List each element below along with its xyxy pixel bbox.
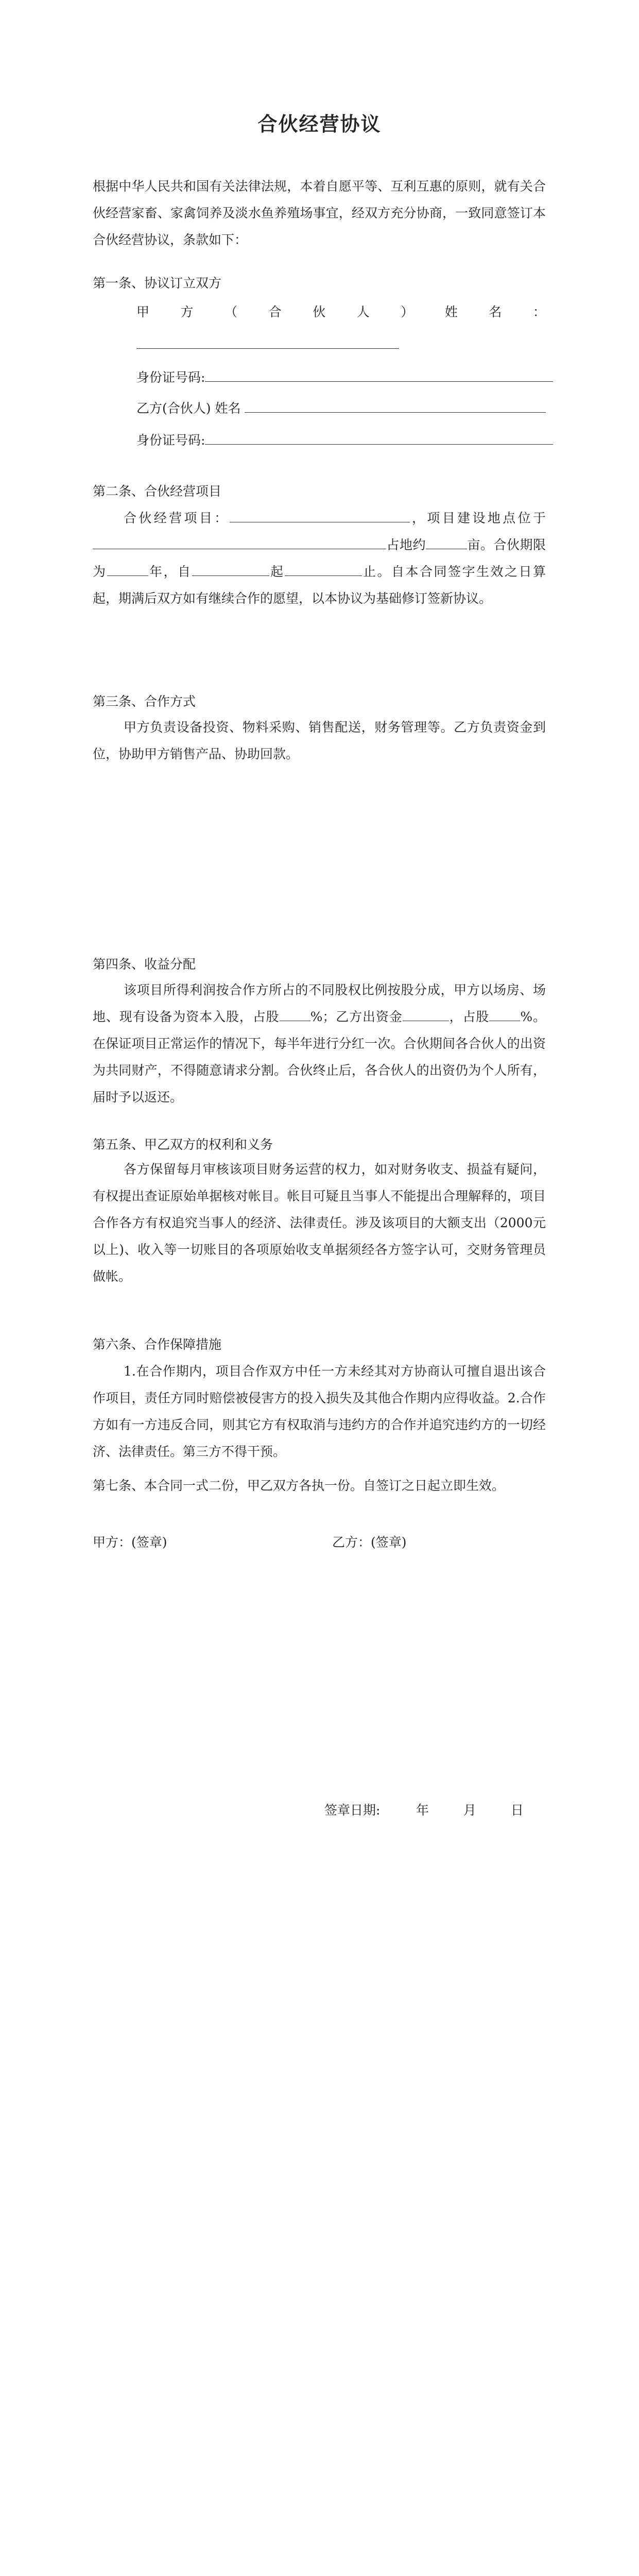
party-a-char: ： <box>532 304 546 319</box>
article3-heading: 第三条、合作方式 <box>93 694 196 709</box>
party-a-name-row <box>136 302 546 323</box>
article4-text: %；乙方出资金 <box>310 1009 403 1024</box>
party-a-char: （ <box>224 304 238 319</box>
article4-text: 该项目所得利润按合作方所占的不同股权比例按股分成，甲方以场房、场地、现有设备为资本入股，占股 <box>93 982 546 1024</box>
start-date-field[interactable] <box>192 560 269 576</box>
article2-text: 占地约 <box>386 537 426 552</box>
article2-text: 起 <box>269 564 285 579</box>
article5-heading: 第五条、甲乙双方的权利和义务 <box>93 1137 273 1152</box>
preamble: 根据中华人民共和国有关法律法规，本着自愿平等、互利互惠的原则，就有关合伙经营家畜、家禽饲养及淡水鱼养殖场事宜，经双方充分协商，一致同意签订本合伙经营协议，条款如下： <box>93 179 546 247</box>
area-field[interactable] <box>426 533 467 549</box>
party-b-id-field[interactable] <box>205 429 553 445</box>
article1-heading: 第一条、协议订立双方 <box>93 276 222 291</box>
date-day: 日 <box>510 1803 524 1818</box>
project-name-field[interactable] <box>230 506 410 522</box>
party-b-name-label: 乙方(合伙人) 姓名 <box>136 401 241 416</box>
party-a-name-field[interactable] <box>136 333 399 355</box>
article6-heading: 第六条、合作保障措施 <box>93 1337 222 1352</box>
date-month: 月 <box>463 1803 476 1818</box>
article6-body: 1.在合作期内，项目合作双方中任一方未经其对方协商认可擅自退出该合作项目，责任方同时赔偿被侵害方的投入损失及其他合作期内应得收益。2.合作方如有一方违反合同，则其它方有权取消与违约方的合作并追究违约方的一切经济、法律责任。第三方不得干预。 <box>93 1364 546 1459</box>
party-b-capital-field[interactable] <box>403 1005 449 1021</box>
article4-body <box>93 977 546 1111</box>
party-a-char: 人 <box>356 304 370 319</box>
article2-text: 合伙经营项目： <box>124 511 230 526</box>
party-a-share-field[interactable] <box>280 1005 310 1021</box>
party-a-signature: 甲方：(签章) <box>93 1535 167 1550</box>
article2-text: 止。自本合同签字生效之日算起，期满后双方如有继续合作的愿望，以本协议为基础修订签新协议。 <box>93 564 546 606</box>
party-b-name-row <box>136 397 546 419</box>
article2-text: 亩。合伙期限为 <box>93 537 546 579</box>
article2-text: 年，自 <box>148 564 192 579</box>
party-a-char: 伙 <box>313 304 326 319</box>
article3-body: 甲方负责设备投资、物料采购、销售配送，财务管理等。乙方负责资金到位，协助甲方销售产品、协助回款。 <box>93 720 546 761</box>
article4-text: ，占股 <box>448 1009 490 1024</box>
project-location-field[interactable] <box>93 533 386 549</box>
party-b-share-field[interactable] <box>489 1005 520 1021</box>
document-title: 合伙经营协议 <box>257 112 382 135</box>
term-years-field[interactable] <box>107 560 148 576</box>
party-b-id-row <box>136 429 553 451</box>
party-a-id-field[interactable] <box>205 366 553 382</box>
article7-body: 第七条、本合同一式二份，甲乙双方各执一份。自签订之日起立即生效。 <box>93 1478 505 1493</box>
party-a-char: 方 <box>180 304 194 319</box>
article2-heading: 第二条、合伙经营项目 <box>93 484 222 499</box>
party-a-char: 名 <box>489 304 502 319</box>
party-b-signature: 乙方：(签章) <box>332 1535 407 1550</box>
article2-body <box>93 505 546 612</box>
article4-heading: 第四条、收益分配 <box>93 957 196 972</box>
article4-text: %。在保证项目正常运作的情况下，每半年进行分红一次。合伙期间各合伙人的出资为共同财产，不得随意请求分割。合伙终止后，各合伙人的出资仍为个人所有，届时予以返还。 <box>93 1009 546 1105</box>
party-b-id-label: 身份证号码: <box>136 433 205 448</box>
date-year: 年 <box>416 1803 429 1818</box>
signing-date <box>324 1800 524 1821</box>
party-a-char: 甲 <box>136 304 150 319</box>
party-a-id-row <box>136 366 553 388</box>
article2-text: ，项目建设地点位于 <box>409 511 546 526</box>
party-b-name-field[interactable] <box>245 397 546 413</box>
party-a-char: 姓 <box>444 304 458 319</box>
party-a-char: 合 <box>268 304 282 319</box>
party-a-char: ） <box>401 304 414 319</box>
article5-body: 各方保留每月审核该项目财务运营的权力，如对财务收支、损益有疑问，有权提出查证原始单据核对帐目。帐目可疑且当事人不能提出合理解释的，项目合作各方有权追究当事人的经济、法律责任。涉及该项目的大额支出（2000元以上)、收入等一切账目的各项原始收支单据须经各方签字认可，交财务管理员做帐。 <box>93 1162 546 1284</box>
end-date-field[interactable] <box>285 560 362 576</box>
party-a-id-label: 身份证号码: <box>136 370 205 385</box>
date-label: 签章日期: <box>324 1803 381 1818</box>
